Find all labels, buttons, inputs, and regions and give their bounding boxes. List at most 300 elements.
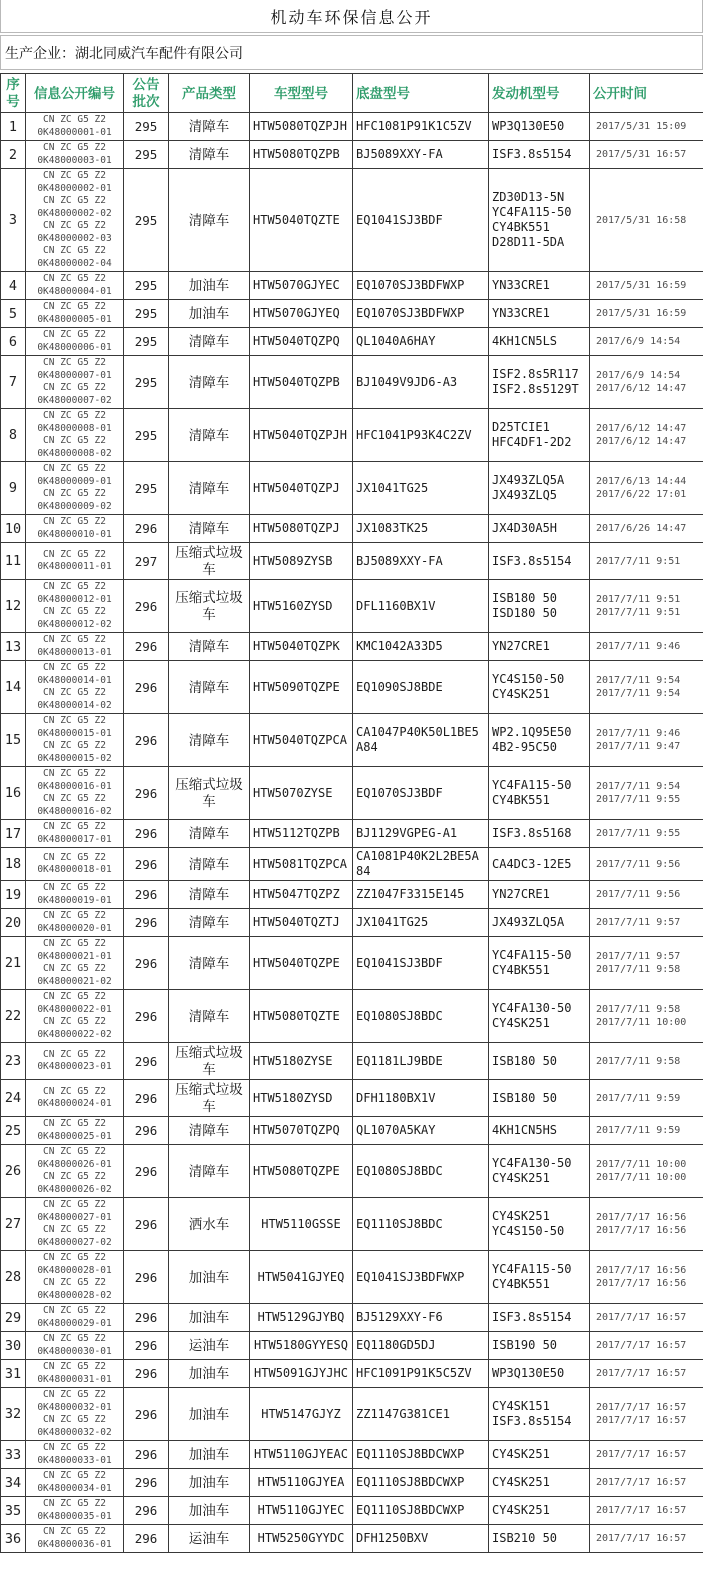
cell-announcement-batch: 296 bbox=[124, 1198, 169, 1251]
cell-engine-models: YN33CRE1 bbox=[489, 300, 590, 328]
table-row bbox=[1, 328, 703, 356]
table-row bbox=[1, 1497, 703, 1525]
cell-chassis-model: EQ1041SJ3BDF bbox=[353, 937, 489, 990]
cell-announcement-batch: 296 bbox=[124, 661, 169, 714]
cell-engine-models: ISB180 50 bbox=[489, 1080, 590, 1117]
cell-disclosure-times: 2017/7/17 16:57 bbox=[590, 1360, 703, 1388]
cell-product-type: 清障车 bbox=[169, 1117, 250, 1145]
cell-announcement-batch: 295 bbox=[124, 169, 169, 272]
table-row bbox=[1, 1117, 703, 1145]
cell-vehicle-model: HTW5180GYYESQ bbox=[250, 1332, 353, 1360]
cell-product-type: 清障车 bbox=[169, 937, 250, 990]
cell-disclosure-ids: CN ZC G5 Z2 0K48000034-01 bbox=[26, 1469, 124, 1497]
cell-serial-number: 17 bbox=[1, 820, 26, 848]
cell-chassis-model: CA1081P40K2L2BE5A84 bbox=[353, 848, 489, 881]
cell-serial-number: 28 bbox=[1, 1251, 26, 1304]
cell-engine-models: YC4FA115-50 CY4BK551 bbox=[489, 767, 590, 820]
cell-serial-number: 11 bbox=[1, 543, 26, 580]
cell-chassis-model: EQ1070SJ3BDF bbox=[353, 767, 489, 820]
cell-vehicle-model: HTW5070GJYEQ bbox=[250, 300, 353, 328]
cell-disclosure-times: 2017/7/11 10:00 2017/7/11 10:00 bbox=[590, 1145, 703, 1198]
cell-chassis-model: EQ1181LJ9BDE bbox=[353, 1043, 489, 1080]
cell-serial-number: 9 bbox=[1, 462, 26, 515]
cell-announcement-batch: 296 bbox=[124, 1469, 169, 1497]
cell-disclosure-times: 2017/7/11 9:57 2017/7/11 9:58 bbox=[590, 937, 703, 990]
cell-chassis-model: ZZ1147G381CE1 bbox=[353, 1388, 489, 1441]
table-row bbox=[1, 1332, 703, 1360]
cell-disclosure-times: 2017/5/31 16:59 bbox=[590, 300, 703, 328]
cell-disclosure-times: 2017/7/17 16:56 2017/7/17 16:56 bbox=[590, 1251, 703, 1304]
cell-disclosure-times: 2017/7/11 9:46 bbox=[590, 633, 703, 661]
cell-disclosure-ids: CN ZC G5 Z2 0K48000007-01 CN ZC G5 Z2 0K48000007-02 bbox=[26, 356, 124, 409]
cell-product-type: 运油车 bbox=[169, 1332, 250, 1360]
cell-disclosure-times: 2017/6/9 14:54 2017/6/12 14:47 bbox=[590, 356, 703, 409]
cell-disclosure-ids: CN ZC G5 Z2 0K48000016-01 CN ZC G5 Z2 0K48000016-02 bbox=[26, 767, 124, 820]
cell-serial-number: 6 bbox=[1, 328, 26, 356]
cell-announcement-batch: 296 bbox=[124, 990, 169, 1043]
cell-disclosure-times: 2017/7/11 9:56 bbox=[590, 881, 703, 909]
cell-chassis-model: EQ1070SJ3BDFWXP bbox=[353, 300, 489, 328]
cell-announcement-batch: 295 bbox=[124, 356, 169, 409]
cell-disclosure-times: 2017/7/17 16:56 2017/7/17 16:56 bbox=[590, 1198, 703, 1251]
cell-vehicle-model: HTW5040TQZTE bbox=[250, 169, 353, 272]
table-row bbox=[1, 113, 703, 141]
cell-disclosure-ids: CN ZC G5 Z2 0K48000005-01 bbox=[26, 300, 124, 328]
cell-product-type: 压缩式垃圾车 bbox=[169, 543, 250, 580]
cell-product-type: 运油车 bbox=[169, 1525, 250, 1553]
cell-disclosure-times: 2017/5/31 16:58 bbox=[590, 169, 703, 272]
table-row bbox=[1, 1304, 703, 1332]
cell-disclosure-ids: CN ZC G5 Z2 0K48000024-01 bbox=[26, 1080, 124, 1117]
cell-announcement-batch: 296 bbox=[124, 1497, 169, 1525]
table-header-row bbox=[1, 74, 703, 113]
cell-disclosure-ids: CN ZC G5 Z2 0K48000020-01 bbox=[26, 909, 124, 937]
cell-disclosure-ids: CN ZC G5 Z2 0K48000015-01 CN ZC G5 Z2 0K48000015-02 bbox=[26, 714, 124, 767]
table-row bbox=[1, 1145, 703, 1198]
table-row bbox=[1, 990, 703, 1043]
cell-serial-number: 31 bbox=[1, 1360, 26, 1388]
cell-disclosure-times: 2017/7/11 9:59 bbox=[590, 1117, 703, 1145]
table-row bbox=[1, 1469, 703, 1497]
cell-vehicle-model: HTW5080TQZTE bbox=[250, 990, 353, 1043]
cell-engine-models: YC4S150-50 CY4SK251 bbox=[489, 661, 590, 714]
cell-product-type: 清障车 bbox=[169, 661, 250, 714]
col-header-ids: 信息公开编号 bbox=[26, 74, 124, 113]
table-row bbox=[1, 141, 703, 169]
cell-vehicle-model: HTW5112TQZPB bbox=[250, 820, 353, 848]
table-row bbox=[1, 909, 703, 937]
cell-chassis-model: JX1041TG25 bbox=[353, 462, 489, 515]
table-row bbox=[1, 543, 703, 580]
cell-announcement-batch: 296 bbox=[124, 1145, 169, 1198]
cell-announcement-batch: 296 bbox=[124, 1332, 169, 1360]
cell-disclosure-ids: CN ZC G5 Z2 0K48000029-01 bbox=[26, 1304, 124, 1332]
cell-disclosure-ids: CN ZC G5 Z2 0K48000019-01 bbox=[26, 881, 124, 909]
cell-vehicle-model: HTW5040TQZPJ bbox=[250, 462, 353, 515]
cell-serial-number: 3 bbox=[1, 169, 26, 272]
cell-disclosure-times: 2017/7/11 9:56 bbox=[590, 848, 703, 881]
cell-product-type: 洒水车 bbox=[169, 1198, 250, 1251]
col-header-type: 产品类型 bbox=[169, 74, 250, 113]
cell-product-type: 压缩式垃圾车 bbox=[169, 1043, 250, 1080]
cell-serial-number: 14 bbox=[1, 661, 26, 714]
cell-disclosure-ids: CN ZC G5 Z2 0K48000031-01 bbox=[26, 1360, 124, 1388]
cell-announcement-batch: 296 bbox=[124, 909, 169, 937]
cell-serial-number: 7 bbox=[1, 356, 26, 409]
cell-engine-models: ISF3.8s5168 bbox=[489, 820, 590, 848]
cell-disclosure-ids: CN ZC G5 Z2 0K48000008-01 CN ZC G5 Z2 0K48000008-02 bbox=[26, 409, 124, 462]
cell-disclosure-times: 2017/7/11 9:58 2017/7/11 10:00 bbox=[590, 990, 703, 1043]
cell-engine-models: ISB180 50 bbox=[489, 1043, 590, 1080]
cell-chassis-model: HFC1041P93K4C2ZV bbox=[353, 409, 489, 462]
cell-engine-models: WP3Q130E50 bbox=[489, 1360, 590, 1388]
cell-chassis-model: DFH1180BX1V bbox=[353, 1080, 489, 1117]
cell-disclosure-ids: CN ZC G5 Z2 0K48000011-01 bbox=[26, 543, 124, 580]
cell-engine-models: CY4SK151 ISF3.8s5154 bbox=[489, 1388, 590, 1441]
table-row bbox=[1, 515, 703, 543]
cell-chassis-model: CA1047P40K50L1BE5A84 bbox=[353, 714, 489, 767]
cell-disclosure-ids: CN ZC G5 Z2 0K48000002-01 CN ZC G5 Z2 0K48000002-02 CN ZC G5 Z2 0K48000002-03 CN ZC G5 Z2 0K48000002-04 bbox=[26, 169, 124, 272]
cell-disclosure-times: 2017/7/11 9:55 bbox=[590, 820, 703, 848]
cell-chassis-model: BJ5089XXY-FA bbox=[353, 141, 489, 169]
cell-disclosure-ids: CN ZC G5 Z2 0K48000027-01 CN ZC G5 Z2 0K48000027-02 bbox=[26, 1198, 124, 1251]
cell-disclosure-times: 2017/7/11 9:51 bbox=[590, 543, 703, 580]
cell-product-type: 加油车 bbox=[169, 272, 250, 300]
cell-chassis-model: BJ5089XXY-FA bbox=[353, 543, 489, 580]
cell-vehicle-model: HTW5040TQZPQ bbox=[250, 328, 353, 356]
cell-engine-models: YC4FA130-50 CY4SK251 bbox=[489, 1145, 590, 1198]
cell-disclosure-ids: CN ZC G5 Z2 0K48000014-01 CN ZC G5 Z2 0K48000014-02 bbox=[26, 661, 124, 714]
col-header-batch: 公告批次 bbox=[124, 74, 169, 113]
cell-vehicle-model: HTW5080TQZPJH bbox=[250, 113, 353, 141]
cell-vehicle-model: HTW5041GJYEQ bbox=[250, 1251, 353, 1304]
cell-chassis-model: ZZ1047F3315E145 bbox=[353, 881, 489, 909]
cell-product-type: 清障车 bbox=[169, 409, 250, 462]
cell-serial-number: 19 bbox=[1, 881, 26, 909]
cell-disclosure-times: 2017/7/11 9:54 2017/7/11 9:54 bbox=[590, 661, 703, 714]
cell-serial-number: 2 bbox=[1, 141, 26, 169]
cell-engine-models: YC4FA130-50 CY4SK251 bbox=[489, 990, 590, 1043]
col-header-chassis: 底盘型号 bbox=[353, 74, 489, 113]
cell-chassis-model: EQ1041SJ3BDF bbox=[353, 169, 489, 272]
cell-serial-number: 15 bbox=[1, 714, 26, 767]
cell-announcement-batch: 296 bbox=[124, 1388, 169, 1441]
cell-announcement-batch: 295 bbox=[124, 409, 169, 462]
table-row bbox=[1, 881, 703, 909]
table-body bbox=[1, 113, 703, 1553]
cell-engine-models: ISB190 50 bbox=[489, 1332, 590, 1360]
cell-product-type: 加油车 bbox=[169, 300, 250, 328]
cell-product-type: 清障车 bbox=[169, 462, 250, 515]
table-row bbox=[1, 1043, 703, 1080]
table-row bbox=[1, 169, 703, 272]
cell-serial-number: 34 bbox=[1, 1469, 26, 1497]
cell-chassis-model: EQ1070SJ3BDFWXP bbox=[353, 272, 489, 300]
cell-announcement-batch: 297 bbox=[124, 543, 169, 580]
cell-disclosure-times: 2017/6/12 14:47 2017/6/12 14:47 bbox=[590, 409, 703, 462]
cell-serial-number: 35 bbox=[1, 1497, 26, 1525]
cell-vehicle-model: HTW5070ZYSE bbox=[250, 767, 353, 820]
cell-product-type: 清障车 bbox=[169, 848, 250, 881]
cell-disclosure-ids: CN ZC G5 Z2 0K48000035-01 bbox=[26, 1497, 124, 1525]
cell-chassis-model: JX1041TG25 bbox=[353, 909, 489, 937]
cell-disclosure-times: 2017/7/17 16:57 2017/7/17 16:57 bbox=[590, 1388, 703, 1441]
cell-serial-number: 24 bbox=[1, 1080, 26, 1117]
cell-engine-models: ISF3.8s5154 bbox=[489, 543, 590, 580]
cell-engine-models: CA4DC3-12E5 bbox=[489, 848, 590, 881]
cell-product-type: 清障车 bbox=[169, 633, 250, 661]
page-title: 机动车环保信息公开 bbox=[0, 0, 703, 33]
cell-vehicle-model: HTW5080TQZPJ bbox=[250, 515, 353, 543]
cell-disclosure-times: 2017/7/17 16:57 bbox=[590, 1304, 703, 1332]
cell-product-type: 清障车 bbox=[169, 990, 250, 1043]
table-row bbox=[1, 633, 703, 661]
cell-chassis-model: HFC1091P91K5C5ZV bbox=[353, 1360, 489, 1388]
table-row bbox=[1, 1360, 703, 1388]
cell-announcement-batch: 296 bbox=[124, 714, 169, 767]
cell-disclosure-ids: CN ZC G5 Z2 0K48000025-01 bbox=[26, 1117, 124, 1145]
cell-product-type: 压缩式垃圾车 bbox=[169, 767, 250, 820]
cell-disclosure-ids: CN ZC G5 Z2 0K48000021-01 CN ZC G5 Z2 0K48000021-02 bbox=[26, 937, 124, 990]
cell-chassis-model: JX1083TK25 bbox=[353, 515, 489, 543]
cell-disclosure-ids: CN ZC G5 Z2 0K48000010-01 bbox=[26, 515, 124, 543]
table-row bbox=[1, 1080, 703, 1117]
cell-serial-number: 16 bbox=[1, 767, 26, 820]
cell-serial-number: 1 bbox=[1, 113, 26, 141]
cell-announcement-batch: 295 bbox=[124, 113, 169, 141]
cell-announcement-batch: 296 bbox=[124, 633, 169, 661]
cell-vehicle-model: HTW5147GJYZ bbox=[250, 1388, 353, 1441]
cell-vehicle-model: HTW5040TQZPJH bbox=[250, 409, 353, 462]
table-row bbox=[1, 1525, 703, 1553]
cell-chassis-model: EQ1110SJ8BDCWXP bbox=[353, 1469, 489, 1497]
cell-announcement-batch: 296 bbox=[124, 767, 169, 820]
cell-product-type: 清障车 bbox=[169, 169, 250, 272]
cell-engine-models: CY4SK251 bbox=[489, 1469, 590, 1497]
cell-serial-number: 13 bbox=[1, 633, 26, 661]
cell-engine-models: ISB180 50 ISD180 50 bbox=[489, 580, 590, 633]
cell-product-type: 清障车 bbox=[169, 820, 250, 848]
cell-chassis-model: HFC1081P91K1C5ZV bbox=[353, 113, 489, 141]
col-header-model: 车型型号 bbox=[250, 74, 353, 113]
cell-product-type: 清障车 bbox=[169, 714, 250, 767]
cell-disclosure-times: 2017/7/17 16:57 bbox=[590, 1497, 703, 1525]
cell-product-type: 压缩式垃圾车 bbox=[169, 580, 250, 633]
cell-engine-models: ISF3.8s5154 bbox=[489, 141, 590, 169]
cell-disclosure-times: 2017/5/31 16:57 bbox=[590, 141, 703, 169]
cell-serial-number: 5 bbox=[1, 300, 26, 328]
cell-announcement-batch: 295 bbox=[124, 141, 169, 169]
table-row bbox=[1, 580, 703, 633]
cell-engine-models: ISF2.8s5R117 ISF2.8s5129T bbox=[489, 356, 590, 409]
cell-engine-models: YN27CRE1 bbox=[489, 633, 590, 661]
cell-vehicle-model: HTW5180ZYSD bbox=[250, 1080, 353, 1117]
cell-disclosure-ids: CN ZC G5 Z2 0K48000030-01 bbox=[26, 1332, 124, 1360]
cell-serial-number: 25 bbox=[1, 1117, 26, 1145]
vehicle-info-table bbox=[0, 73, 703, 1553]
cell-vehicle-model: HTW5110GJYEA bbox=[250, 1469, 353, 1497]
cell-product-type: 清障车 bbox=[169, 113, 250, 141]
cell-disclosure-times: 2017/6/26 14:47 bbox=[590, 515, 703, 543]
cell-announcement-batch: 296 bbox=[124, 1360, 169, 1388]
cell-chassis-model: DFH1250BXV bbox=[353, 1525, 489, 1553]
cell-disclosure-ids: CN ZC G5 Z2 0K48000001-01 bbox=[26, 113, 124, 141]
cell-serial-number: 32 bbox=[1, 1388, 26, 1441]
cell-product-type: 加油车 bbox=[169, 1469, 250, 1497]
cell-vehicle-model: HTW5129GJYBQ bbox=[250, 1304, 353, 1332]
cell-disclosure-ids: CN ZC G5 Z2 0K48000023-01 bbox=[26, 1043, 124, 1080]
col-header-index: 序号 bbox=[1, 74, 26, 113]
cell-engine-models: CY4SK251 bbox=[489, 1441, 590, 1469]
table-row bbox=[1, 714, 703, 767]
cell-chassis-model: QL1040A6HAY bbox=[353, 328, 489, 356]
cell-serial-number: 12 bbox=[1, 580, 26, 633]
cell-disclosure-ids: CN ZC G5 Z2 0K48000018-01 bbox=[26, 848, 124, 881]
table-row bbox=[1, 300, 703, 328]
cell-product-type: 清障车 bbox=[169, 1145, 250, 1198]
cell-product-type: 加油车 bbox=[169, 1388, 250, 1441]
cell-announcement-batch: 296 bbox=[124, 937, 169, 990]
table-row bbox=[1, 1441, 703, 1469]
cell-chassis-model: QL1070A5KAY bbox=[353, 1117, 489, 1145]
table-row bbox=[1, 767, 703, 820]
cell-vehicle-model: HTW5110GJYEC bbox=[250, 1497, 353, 1525]
table-row bbox=[1, 661, 703, 714]
cell-announcement-batch: 296 bbox=[124, 881, 169, 909]
cell-product-type: 清障车 bbox=[169, 881, 250, 909]
cell-disclosure-times: 2017/5/31 16:59 bbox=[590, 272, 703, 300]
cell-product-type: 压缩式垃圾车 bbox=[169, 1080, 250, 1117]
cell-vehicle-model: HTW5081TQZPCA bbox=[250, 848, 353, 881]
cell-serial-number: 4 bbox=[1, 272, 26, 300]
cell-announcement-batch: 296 bbox=[124, 1117, 169, 1145]
cell-disclosure-times: 2017/7/11 9:51 2017/7/11 9:51 bbox=[590, 580, 703, 633]
table-row bbox=[1, 820, 703, 848]
cell-announcement-batch: 296 bbox=[124, 1525, 169, 1553]
cell-announcement-batch: 296 bbox=[124, 580, 169, 633]
table-row bbox=[1, 1251, 703, 1304]
cell-disclosure-ids: CN ZC G5 Z2 0K48000036-01 bbox=[26, 1525, 124, 1553]
cell-vehicle-model: HTW5090TQZPE bbox=[250, 661, 353, 714]
cell-disclosure-times: 2017/7/11 9:54 2017/7/11 9:55 bbox=[590, 767, 703, 820]
cell-chassis-model: KMC1042A33D5 bbox=[353, 633, 489, 661]
cell-product-type: 加油车 bbox=[169, 1497, 250, 1525]
cell-serial-number: 30 bbox=[1, 1332, 26, 1360]
cell-vehicle-model: HTW5040TQZPK bbox=[250, 633, 353, 661]
cell-announcement-batch: 296 bbox=[124, 515, 169, 543]
cell-engine-models: YC4FA115-50 CY4BK551 bbox=[489, 1251, 590, 1304]
cell-chassis-model: EQ1080SJ8BDC bbox=[353, 1145, 489, 1198]
cell-product-type: 清障车 bbox=[169, 515, 250, 543]
cell-engine-models: ISB210 50 bbox=[489, 1525, 590, 1553]
cell-serial-number: 26 bbox=[1, 1145, 26, 1198]
cell-product-type: 清障车 bbox=[169, 328, 250, 356]
cell-chassis-model: EQ1110SJ8BDCWXP bbox=[353, 1497, 489, 1525]
cell-disclosure-times: 2017/7/11 9:59 bbox=[590, 1080, 703, 1117]
cell-disclosure-ids: CN ZC G5 Z2 0K48000012-01 CN ZC G5 Z2 0K48000012-02 bbox=[26, 580, 124, 633]
cell-engine-models: ZD30D13-5N YC4FA115-50 CY4BK551 D28D11-5DA bbox=[489, 169, 590, 272]
cell-product-type: 加油车 bbox=[169, 1441, 250, 1469]
cell-chassis-model: EQ1110SJ8BDCWXP bbox=[353, 1441, 489, 1469]
cell-announcement-batch: 295 bbox=[124, 272, 169, 300]
cell-serial-number: 23 bbox=[1, 1043, 26, 1080]
cell-product-type: 清障车 bbox=[169, 909, 250, 937]
cell-vehicle-model: HTW5070TQZPQ bbox=[250, 1117, 353, 1145]
cell-announcement-batch: 296 bbox=[124, 1043, 169, 1080]
cell-disclosure-ids: CN ZC G5 Z2 0K48000017-01 bbox=[26, 820, 124, 848]
table-row bbox=[1, 462, 703, 515]
cell-announcement-batch: 295 bbox=[124, 462, 169, 515]
cell-announcement-batch: 295 bbox=[124, 328, 169, 356]
cell-disclosure-ids: CN ZC G5 Z2 0K48000003-01 bbox=[26, 141, 124, 169]
cell-serial-number: 21 bbox=[1, 937, 26, 990]
cell-disclosure-times: 2017/5/31 15:09 bbox=[590, 113, 703, 141]
cell-engine-models: JX493ZLQ5A bbox=[489, 909, 590, 937]
cell-product-type: 加油车 bbox=[169, 1360, 250, 1388]
cell-disclosure-times: 2017/7/11 9:57 bbox=[590, 909, 703, 937]
cell-disclosure-times: 2017/6/13 14:44 2017/6/22 17:01 bbox=[590, 462, 703, 515]
cell-disclosure-times: 2017/7/11 9:58 bbox=[590, 1043, 703, 1080]
cell-vehicle-model: HTW5110GJYEAC bbox=[250, 1441, 353, 1469]
cell-engine-models: YN33CRE1 bbox=[489, 272, 590, 300]
cell-vehicle-model: HTW5091GJYJHC bbox=[250, 1360, 353, 1388]
cell-vehicle-model: HTW5180ZYSE bbox=[250, 1043, 353, 1080]
cell-disclosure-ids: CN ZC G5 Z2 0K48000028-01 CN ZC G5 Z2 0K48000028-02 bbox=[26, 1251, 124, 1304]
cell-product-type: 清障车 bbox=[169, 141, 250, 169]
cell-disclosure-ids: CN ZC G5 Z2 0K48000004-01 bbox=[26, 272, 124, 300]
cell-vehicle-model: HTW5110GSSE bbox=[250, 1198, 353, 1251]
table-row bbox=[1, 848, 703, 881]
cell-engine-models: WP3Q130E50 bbox=[489, 113, 590, 141]
cell-chassis-model: DFL1160BX1V bbox=[353, 580, 489, 633]
cell-serial-number: 10 bbox=[1, 515, 26, 543]
cell-engine-models: WP2.1Q95E50 4B2-95C50 bbox=[489, 714, 590, 767]
col-header-engine: 发动机型号 bbox=[489, 74, 590, 113]
cell-serial-number: 8 bbox=[1, 409, 26, 462]
cell-announcement-batch: 295 bbox=[124, 300, 169, 328]
cell-vehicle-model: HTW5047TQZPZ bbox=[250, 881, 353, 909]
cell-serial-number: 27 bbox=[1, 1198, 26, 1251]
cell-disclosure-ids: CN ZC G5 Z2 0K48000033-01 bbox=[26, 1441, 124, 1469]
cell-engine-models: CY4SK251 YC4S150-50 bbox=[489, 1198, 590, 1251]
cell-disclosure-ids: CN ZC G5 Z2 0K48000009-01 CN ZC G5 Z2 0K48000009-02 bbox=[26, 462, 124, 515]
cell-vehicle-model: HTW5040TQZPB bbox=[250, 356, 353, 409]
cell-engine-models: CY4SK251 bbox=[489, 1497, 590, 1525]
table-row bbox=[1, 1388, 703, 1441]
cell-chassis-model: EQ1080SJ8BDC bbox=[353, 990, 489, 1043]
cell-vehicle-model: HTW5040TQZPE bbox=[250, 937, 353, 990]
cell-serial-number: 18 bbox=[1, 848, 26, 881]
cell-disclosure-times: 2017/7/17 16:57 bbox=[590, 1332, 703, 1360]
cell-serial-number: 20 bbox=[1, 909, 26, 937]
cell-chassis-model: BJ1129VGPEG-A1 bbox=[353, 820, 489, 848]
cell-vehicle-model: HTW5250GYYDC bbox=[250, 1525, 353, 1553]
cell-disclosure-ids: CN ZC G5 Z2 0K48000006-01 bbox=[26, 328, 124, 356]
cell-product-type: 加油车 bbox=[169, 1251, 250, 1304]
cell-disclosure-times: 2017/7/17 16:57 bbox=[590, 1441, 703, 1469]
cell-chassis-model: EQ1180GD5DJ bbox=[353, 1332, 489, 1360]
cell-vehicle-model: HTW5080TQZPE bbox=[250, 1145, 353, 1198]
cell-vehicle-model: HTW5040TQZTJ bbox=[250, 909, 353, 937]
cell-engine-models: 4KH1CN5LS bbox=[489, 328, 590, 356]
cell-announcement-batch: 296 bbox=[124, 1441, 169, 1469]
cell-chassis-model: EQ1090SJ8BDE bbox=[353, 661, 489, 714]
cell-serial-number: 29 bbox=[1, 1304, 26, 1332]
cell-vehicle-model: HTW5160ZYSD bbox=[250, 580, 353, 633]
table-row bbox=[1, 409, 703, 462]
cell-vehicle-model: HTW5070GJYEC bbox=[250, 272, 353, 300]
producer-line: 生产企业：湖北同威汽车配件有限公司 bbox=[0, 35, 703, 70]
